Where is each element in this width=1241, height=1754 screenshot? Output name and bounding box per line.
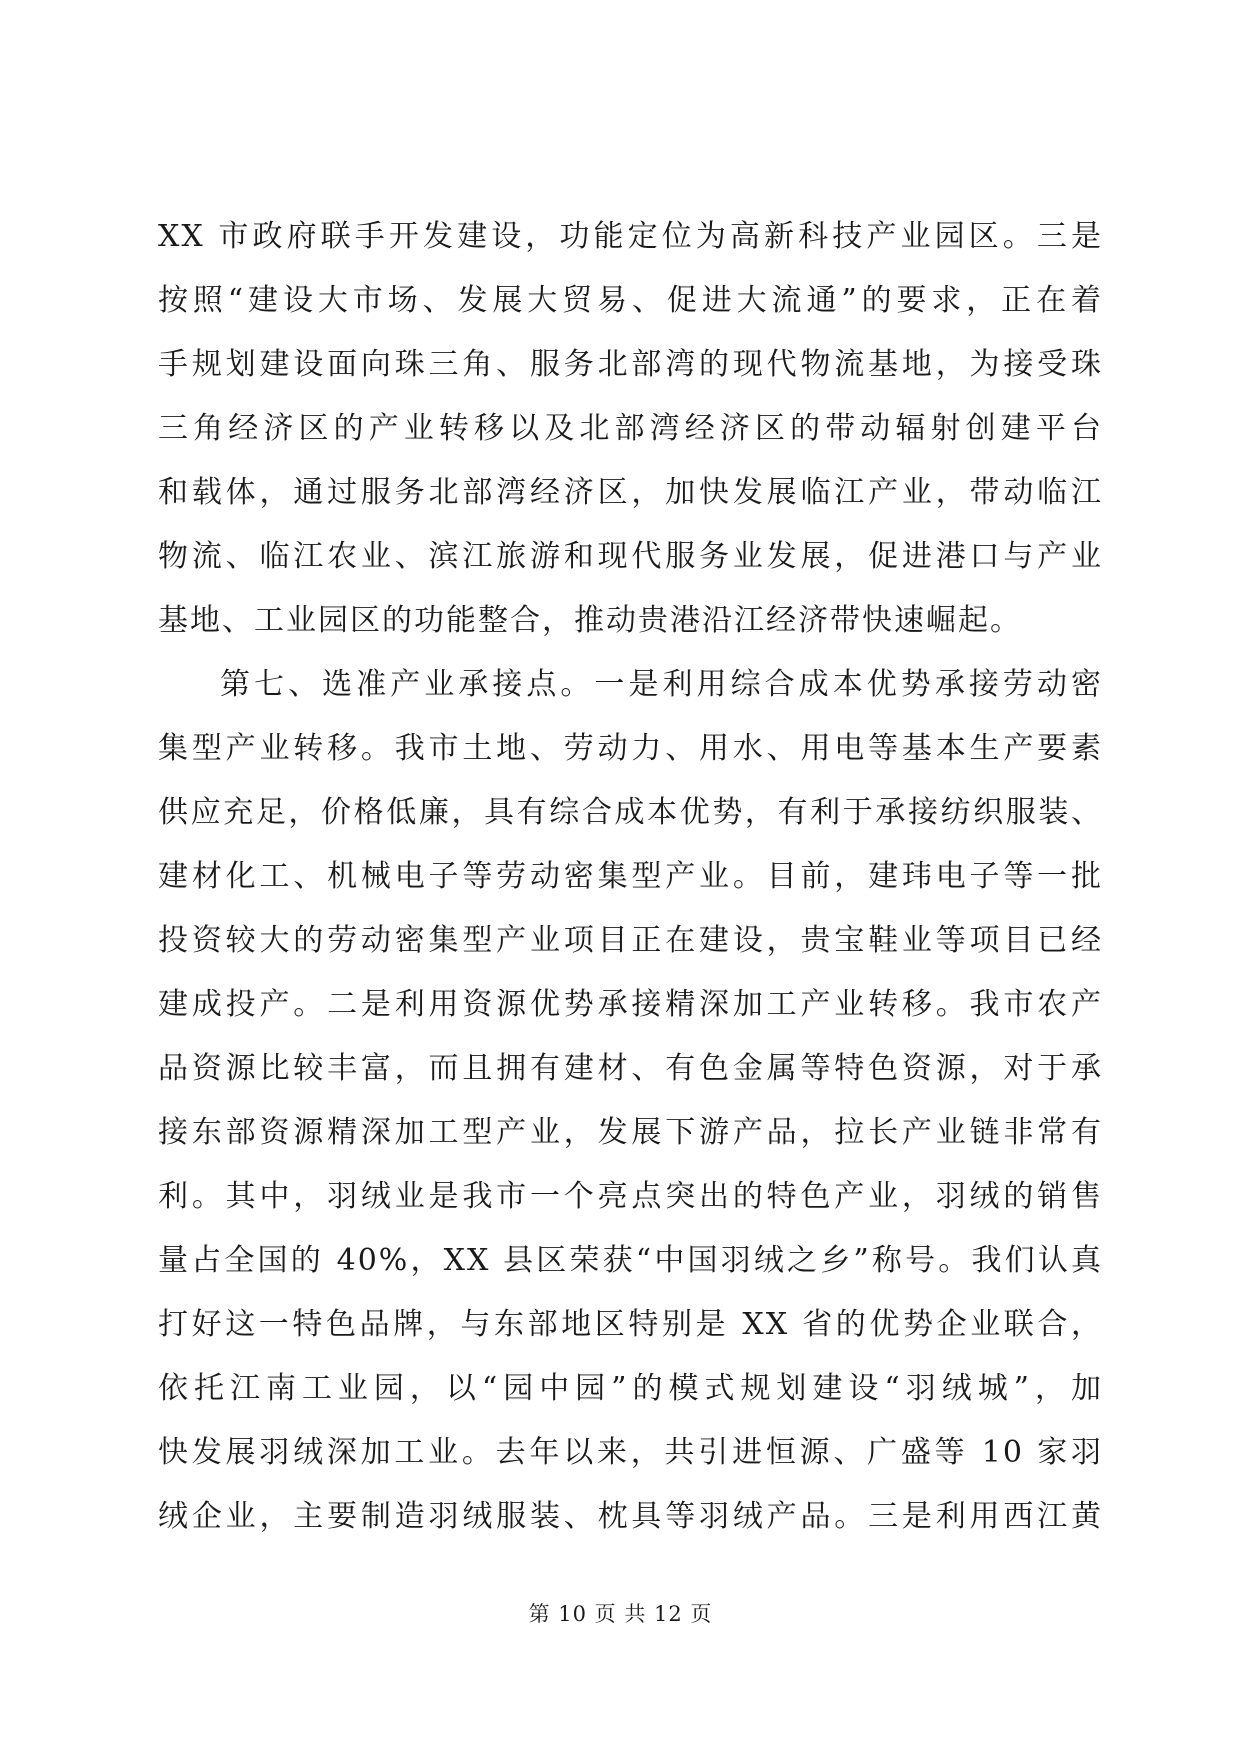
text-line: XX 市政府联手开发建设，功能定位为高新科技产业园区。三是 [158,219,1103,254]
text-line: 三角经济区的产业转移以及北部湾经济区的带动辐射创建平台 [158,411,1103,446]
text-line: 接东部资源精深加工型产业，发展下游产品，拉长产业链非常有 [158,1115,1103,1150]
text-line: 供应充足，价格低廉，具有综合成本优势，有利于承接纺织服装、 [158,795,1103,830]
text-line: 建材化工、机械电子等劳动密集型产业。目前，建玮电子等一批 [158,859,1103,894]
text-line: 集型产业转移。我市土地、劳动力、用水、用电等基本生产要素 [158,731,1103,766]
text-line: 手规划建设面向珠三角、服务北部湾的现代物流基地，为接受珠 [158,347,1103,382]
text-line: 量占全国的 40%，XX 县区荣获“中国羽绒之乡”称号。我们认真 [158,1243,1103,1278]
text-line: 基地、工业园区的功能整合，推动贵港沿江经济带快速崛起。 [158,603,1022,638]
text-line: 利。其中，羽绒业是我市一个亮点突出的特色产业，羽绒的销售 [158,1179,1103,1214]
text-line: 绒企业，主要制造羽绒服装、枕具等羽绒产品。三是利用西江黄 [158,1499,1103,1534]
text-line: 投资较大的劳动密集型产业项目正在建设，贵宝鞋业等项目已经 [158,923,1103,958]
text-line: 品资源比较丰富，而且拥有建材、有色金属等特色资源，对于承 [158,1051,1103,1086]
text-line: 建成投产。二是利用资源优势承接精深加工产业转移。我市农产 [158,987,1103,1022]
page-number-footer: 第 10 页 共 12 页 [528,1602,713,1626]
text-line: 和载体，通过服务北部湾经济区，加快发展临江产业，带动临江 [158,475,1103,510]
paragraph-start-line: 第七、选准产业承接点。一是利用综合成本优势承接劳动密 [220,667,1103,702]
text-line: 依托江南工业园，以“园中园”的模式规划建设“羽绒城”，加 [158,1371,1103,1406]
text-line: 物流、临江农业、滨江旅游和现代服务业发展，促进港口与产业 [158,539,1103,574]
text-line: 打好这一特色品牌，与东部地区特别是 XX 省的优势企业联合， [158,1307,1103,1342]
text-line: 按照“建设大市场、发展大贸易、促进大流通”的要求，正在着 [158,283,1103,318]
body-text [158,205,1103,1549]
text-line: 快发展羽绒深加工业。去年以来，共引进恒源、广盛等 10 家羽 [158,1435,1103,1470]
